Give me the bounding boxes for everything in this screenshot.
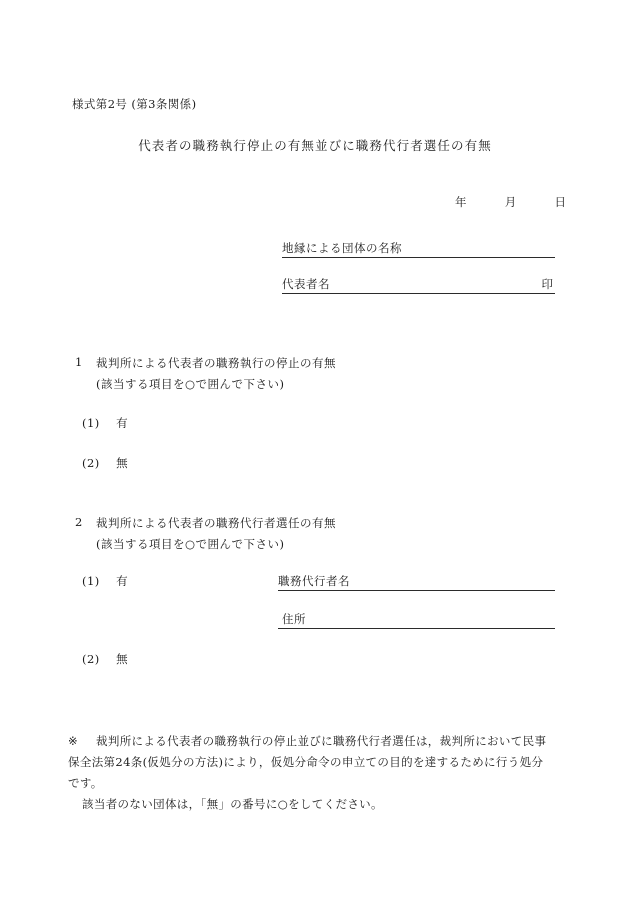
- date-year-label: 年: [455, 195, 467, 209]
- organization-name-label: 地縁による団体の名称: [282, 241, 402, 255]
- page-title: 代表者の職務執行停止の有無並びに職務代行者選任の有無: [138, 138, 492, 153]
- date-month-label: 月: [504, 195, 517, 209]
- section-2-option-2[interactable]: [82, 651, 128, 667]
- section-1-option-2[interactable]: [82, 455, 128, 471]
- section-1-option-2-label: 無: [116, 456, 129, 470]
- date-day-label: 日: [554, 195, 567, 209]
- form-number: 様式第2号 (第3条関係): [72, 97, 197, 111]
- section-2-option-1-number: (1): [82, 574, 100, 588]
- address-field[interactable]: [278, 610, 555, 629]
- section-1-option-1-number: (1): [82, 416, 100, 430]
- footnote-mark: ※: [68, 734, 78, 748]
- footnote-line-2: 保全法第24条(仮処分の方法)により，仮処分命令の申立ての目的を達するために行う処分: [68, 755, 544, 769]
- section-2-option-1-label: 有: [116, 574, 129, 588]
- section-2-option-2-label: 無: [116, 652, 129, 666]
- footnote-text-1: 裁判所による代表者の職務執行の停止並びに職務代行者選任は，裁判所において民事: [96, 734, 547, 748]
- address-label: 住所: [282, 612, 306, 626]
- section-1-number: 1: [75, 355, 83, 369]
- footnote-line-3: です。: [68, 776, 103, 790]
- date-line: [455, 194, 566, 210]
- representative-name-field[interactable]: [282, 275, 555, 294]
- seal-mark: 印: [541, 277, 553, 291]
- section-1-heading: 裁判所による代表者の職務執行の停止の有無: [96, 356, 336, 370]
- section-2-instruction: (該当する項目を○で囲んで下さい): [96, 537, 285, 551]
- representative-name-label: 代表者名: [282, 277, 330, 291]
- acting-representative-name-label: 職務代行者名: [278, 574, 350, 588]
- section-2-number: 2: [75, 515, 83, 529]
- section-2-option-1[interactable]: [82, 573, 128, 589]
- section-1-option-1[interactable]: [82, 415, 128, 431]
- section-1-option-2-number: (2): [82, 456, 100, 470]
- section-2-heading: 裁判所による代表者の職務代行者選任の有無: [96, 516, 336, 530]
- section-1-option-1-label: 有: [116, 416, 129, 430]
- footnote-line-1: [68, 731, 562, 752]
- footnote: [68, 731, 562, 815]
- section-2-option-2-number: (2): [82, 652, 100, 666]
- section-1-instruction: (該当する項目を○で囲んで下さい): [96, 377, 285, 391]
- footnote-line-4: 該当者のない団体は，「無」の番号に○をしてください。: [82, 797, 383, 811]
- acting-representative-name-field[interactable]: [278, 572, 555, 591]
- organization-name-field[interactable]: [282, 239, 555, 258]
